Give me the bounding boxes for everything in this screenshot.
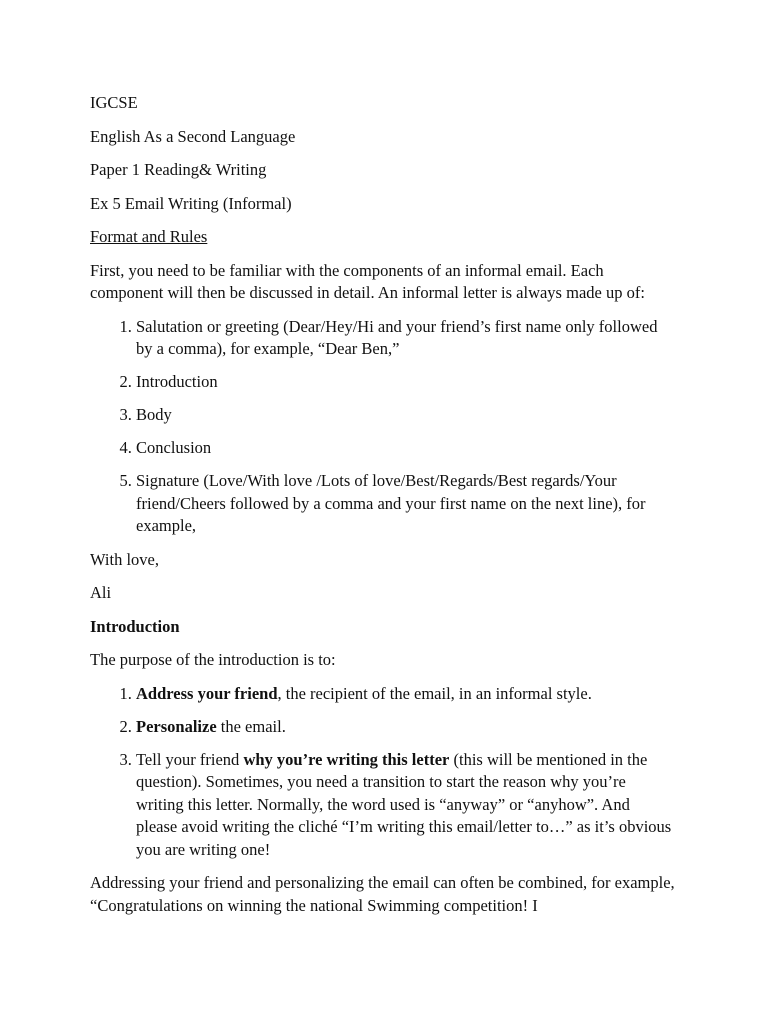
sign-off-example: With love, [90, 549, 159, 569]
closing-paragraph: Addressing your friend and personalizing the email can often be combined, for example, “Congratulations on winning the national Swimming competition! I [90, 873, 675, 915]
introduction-lead: The purpose of the introduction is to: [90, 650, 336, 669]
exercise-title: Ex 5 Email Writing (Informal) [90, 193, 292, 213]
list-item-bold: Address your friend [136, 683, 278, 703]
list-item-text: Tell your friend [136, 749, 244, 769]
list-item [136, 683, 675, 706]
list-item-text: the email. [216, 716, 286, 736]
list-item-text: (this will be mentioned in the question). Sometimes, you need a transition to start the reason why you’re writing this letter. Normally, the word used is “anyway” or “anyhow”. And please avoid writing the cliché “I’m writing this email/letter to…” as it’s obvious you are writing one! [136, 749, 672, 859]
components-list [90, 316, 675, 538]
list-item: 2. Introduction [136, 371, 675, 394]
course-title: IGCSE [90, 93, 138, 112]
introduction-purpose-list [90, 683, 675, 862]
list-item: 4. Conclusion [136, 437, 675, 460]
format-intro-paragraph: First, you need to be familiar with the components of an informal email. Each component will then be discussed in detail. An informal letter is always made up of: [90, 260, 645, 302]
list-item: 5. Signature (Love/With love /Lots of love/Best/Regards/Best regards/Your friend/Cheers followed by a comma and your first name on the next line), for example, [136, 470, 675, 538]
paper-title: Paper 1 Reading& Writing [90, 160, 267, 179]
subject-title: English As a Second Language [90, 126, 296, 146]
format-rules-heading: Format and Rules [90, 227, 208, 246]
list-item: 3. Body [136, 404, 675, 427]
document-page [90, 92, 675, 928]
list-item [136, 716, 675, 739]
list-item-bold: why you’re writing this letter [243, 749, 450, 769]
list-item-text: , the recipient of the email, in an informal style. [277, 683, 592, 703]
list-item: 1. Salutation or greeting (Dear/Hey/Hi and your friend’s first name only followed by a comma), for example, “Dear Ben,” [136, 316, 675, 361]
list-item-bold: Personalize [136, 716, 217, 736]
signature-name-example: Ali [90, 583, 112, 602]
list-item [136, 749, 675, 862]
introduction-heading: Introduction [90, 616, 180, 636]
